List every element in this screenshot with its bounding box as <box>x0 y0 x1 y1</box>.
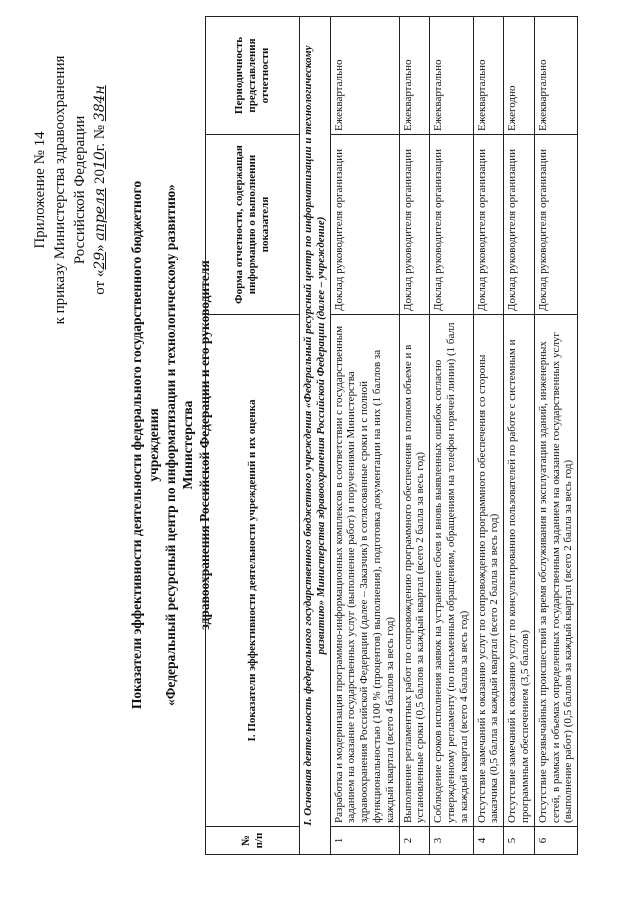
date-sep-2: 20 <box>92 169 108 188</box>
appendix-date-line <box>90 35 110 345</box>
title-line-2: «Федеральный ресурсный центр по информатизации и технологическому развитию» Министерства <box>163 184 195 706</box>
row-periodicity: Ежеквартально <box>330 17 399 135</box>
table-header-row <box>206 17 300 855</box>
table-row <box>330 17 399 855</box>
row-indicator: Выполнение регламентных работ по сопровождению программного обеспечения в полном объеме и в установленные сроки (0,5 баллов за каждый квартал (всего 2 балла за весь год) <box>399 315 430 827</box>
appendix-line-1: Приложение № 14 <box>32 131 48 249</box>
row-number: 5 <box>504 827 535 855</box>
row-report-form: Доклад руководителя организации <box>399 135 430 315</box>
row-periodicity: Ежеквартально <box>534 17 577 135</box>
header-num: № п/п <box>206 827 300 855</box>
row-number: 3 <box>430 827 473 855</box>
header-indicator: I. Показатели эффективности деятельности учреждений и их оценка <box>206 315 300 827</box>
row-indicator: Отсутствие замечаний к оказанию услуг по консультированию пользователей по работе с системным и программным обеспечением (3,5 баллов) <box>504 315 535 827</box>
row-number: 2 <box>399 827 430 855</box>
date-year: 10 <box>92 151 108 170</box>
row-report-form: Доклад руководителя организации <box>430 135 473 315</box>
section-heading: I. Основная деятельность федерального государственного бюджетного учреждения «Федеральный ресурсный центр по информатизации и технологическому развитию» Министерства здравоохранения Российской Федерации (далее – учреждение) <box>300 17 331 855</box>
row-periodicity: Ежегодно <box>504 17 535 135</box>
date-sep-3: г. № <box>92 121 108 152</box>
row-indicator: Соблюдение сроков исполнения заявок на устранение сбоев и вновь выявленных ошибок согласно утвержденному регламенту (по письменным обращениям, обращениям на телефон горячей линии) (1 балл за каждый квартал (всего 4 балла за весь год) <box>430 315 473 827</box>
row-report-form: Доклад руководителя организации <box>534 135 577 315</box>
row-report-form: Доклад руководителя организации <box>473 135 504 315</box>
row-report-form: Доклад руководителя организации <box>504 135 535 315</box>
date-sep-1: » <box>92 240 108 252</box>
header-report-form: Форма отчетности, содержащая информацию о выполнении показателя <box>206 135 300 315</box>
table-row <box>473 17 504 855</box>
section-row <box>300 17 331 855</box>
table-row <box>504 17 535 855</box>
table-row <box>534 17 577 855</box>
title-line-1: Показатели эффективности деятельности федерального государственного бюджетного учреждения <box>129 180 161 710</box>
row-indicator: Отсутствие чрезвычайных происшествий за время обслуживания и эксплуатации зданий, инженерных сетей, в рамках и объемах определенных государственным заданием на оказание государственных услуг (выполнение работ) (0,5 баллов за каждый квартал (всего 2 балла за весь год) <box>534 315 577 827</box>
table-row <box>430 17 473 855</box>
row-number: 4 <box>473 827 504 855</box>
appendix-block <box>30 35 110 345</box>
date-month: апреля <box>92 187 108 241</box>
title-line-3: здравоохранения Российской Федерации и его руководителя <box>197 260 212 630</box>
document-title <box>128 145 213 745</box>
header-periodicity: Периодичность представления отчетности <box>206 17 300 135</box>
row-indicator: Отсутствие замечаний к оказанию услуг по сопровождению программного обеспечения со стороны заказчика (0,5 балла за каждый квартал (всего 2 балла за весь год) <box>473 315 504 827</box>
row-periodicity: Ежеквартально <box>430 17 473 135</box>
appendix-line-2: к приказу Министерства здравоохранения <box>52 55 68 325</box>
date-prefix: от « <box>92 269 108 295</box>
table-row <box>399 17 430 855</box>
date-day: 29 <box>92 251 108 270</box>
row-periodicity: Ежеквартально <box>399 17 430 135</box>
indicators-table <box>205 16 578 855</box>
order-number: 384н <box>92 85 108 122</box>
row-number: 1 <box>330 827 399 855</box>
appendix-line-3: Российской Федерации <box>72 115 88 265</box>
row-periodicity: Ежеквартально <box>473 17 504 135</box>
row-number: 6 <box>534 827 577 855</box>
row-report-form: Доклад руководителя организации <box>330 135 399 315</box>
row-indicator: Разработка и модернизация программно-информационных комплексов в соответствии с государственным заданием на оказание государственных услуг (выполнение работ) и поручениями Министерства здравоохранения Российской Федерации (далее – Заказчик) в согласованные сроки и с полной функциональностью (100 % (процентов) выполнения), подготовка документации на них (1 баллов за каждый квартал (всего 4 баллов за весь год) <box>330 315 399 827</box>
